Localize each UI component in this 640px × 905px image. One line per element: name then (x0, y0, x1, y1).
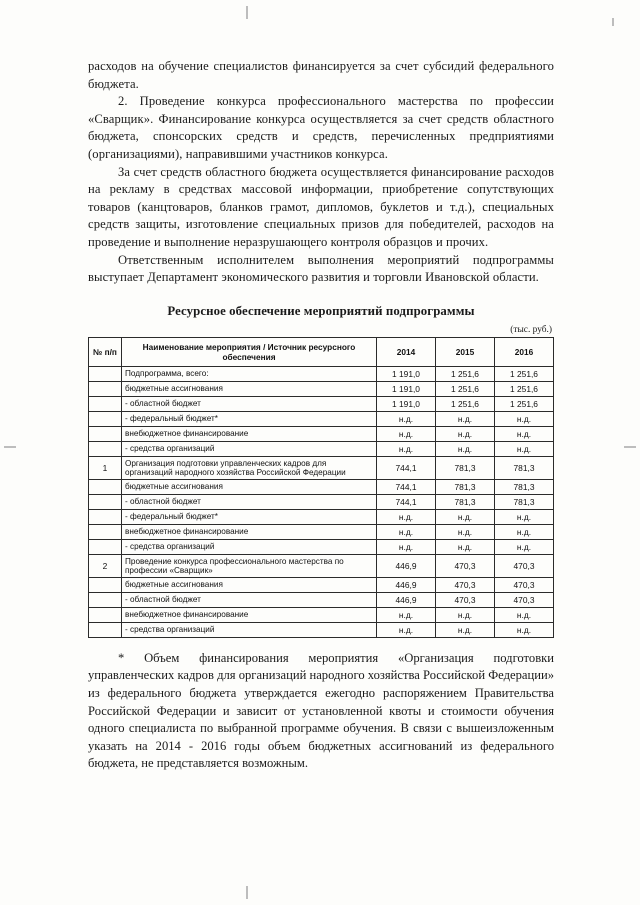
cell-y2014: н.д. (377, 524, 436, 539)
cell-y2016: 1 251,6 (495, 381, 554, 396)
cell-name: Проведение конкурса профессионального мастерства по профессии «Сварщик» (122, 554, 377, 577)
cell-name: внебюджетное финансирование (122, 426, 377, 441)
cell-y2014: 1 191,0 (377, 366, 436, 381)
table-row (89, 456, 554, 479)
table-row (89, 426, 554, 441)
cell-num (89, 441, 122, 456)
cell-y2014: н.д. (377, 411, 436, 426)
cell-y2016: н.д. (495, 441, 554, 456)
cell-y2014: 744,1 (377, 456, 436, 479)
scan-edge-mark-top (246, 6, 248, 19)
cell-y2014: н.д. (377, 607, 436, 622)
cell-y2014: 744,1 (377, 479, 436, 494)
cell-num (89, 577, 122, 592)
paragraph-3: За счет средств областного бюджета осуществляется финансирование расходов на рекламу в средствах массовой информации, приобретение сопутствующих товаров (канцтоваров, бланков грамот, дипломов, буклетов и т.д.), специальных средств защиты, изготовление специальных призов для победителей, расходов на проведение и выполнение неразрушающего контроля образцов и прочих. (88, 164, 554, 249)
cell-y2015: 470,3 (436, 592, 495, 607)
table-body (89, 366, 554, 637)
cell-y2014: н.д. (377, 426, 436, 441)
table-row (89, 607, 554, 622)
scan-edge-mark-left (4, 446, 16, 448)
cell-y2016: н.д. (495, 411, 554, 426)
cell-name: - средства организаций (122, 539, 377, 554)
cell-y2015: 470,3 (436, 554, 495, 577)
cell-y2015: 781,3 (436, 494, 495, 509)
cell-y2016: 470,3 (495, 577, 554, 592)
table-units-label: (тыс. руб.) (510, 324, 552, 335)
cell-y2016: 1 251,6 (495, 366, 554, 381)
table-row (89, 554, 554, 577)
table-row (89, 622, 554, 637)
scan-edge-mark-corner (612, 18, 614, 26)
cell-y2016: н.д. (495, 426, 554, 441)
cell-name: - федеральный бюджет* (122, 509, 377, 524)
cell-y2016: 781,3 (495, 494, 554, 509)
table-row (89, 524, 554, 539)
cell-y2016: 1 251,6 (495, 396, 554, 411)
cell-num (89, 607, 122, 622)
cell-name: - средства организаций (122, 622, 377, 637)
header-num: № п/п (89, 337, 122, 366)
cell-name: - областной бюджет (122, 592, 377, 607)
cell-name: внебюджетное финансирование (122, 607, 377, 622)
table-row (89, 441, 554, 456)
cell-y2016: 781,3 (495, 479, 554, 494)
cell-name: бюджетные ассигнования (122, 577, 377, 592)
cell-y2015: н.д. (436, 539, 495, 554)
cell-y2015: 781,3 (436, 479, 495, 494)
cell-y2014: н.д. (377, 622, 436, 637)
cell-y2015: 470,3 (436, 577, 495, 592)
cell-name: бюджетные ассигнования (122, 381, 377, 396)
cell-y2015: н.д. (436, 411, 495, 426)
cell-num (89, 509, 122, 524)
table-row (89, 509, 554, 524)
scan-edge-mark-bottom (246, 886, 248, 899)
cell-y2016: 781,3 (495, 456, 554, 479)
cell-y2016: н.д. (495, 539, 554, 554)
resource-provision-table (88, 337, 554, 638)
cell-y2016: н.д. (495, 607, 554, 622)
cell-num (89, 622, 122, 637)
cell-name: Подпрограмма, всего: (122, 366, 377, 381)
cell-name: Организация подготовки управленческих кадров для организаций народного хозяйства Российской Федерации (122, 456, 377, 479)
paragraph-1: расходов на обучение специалистов финансируется за счет субсидий федерального бюджета. (88, 59, 554, 91)
cell-name: бюджетные ассигнования (122, 479, 377, 494)
cell-num: 1 (89, 456, 122, 479)
scan-edge-mark-right (624, 446, 636, 448)
cell-y2014: н.д. (377, 539, 436, 554)
table-row (89, 366, 554, 381)
header-2014: 2014 (377, 337, 436, 366)
cell-name: - средства организаций (122, 441, 377, 456)
cell-y2015: 781,3 (436, 456, 495, 479)
cell-y2015: 1 251,6 (436, 366, 495, 381)
header-name: Наименование мероприятия / Источник ресурсного обеспечения (122, 337, 377, 366)
cell-num (89, 381, 122, 396)
cell-y2014: 446,9 (377, 577, 436, 592)
cell-y2014: н.д. (377, 509, 436, 524)
cell-y2016: 470,3 (495, 592, 554, 607)
header-2016: 2016 (495, 337, 554, 366)
table-row (89, 479, 554, 494)
cell-name: - областной бюджет (122, 396, 377, 411)
cell-y2014: 446,9 (377, 554, 436, 577)
table-row (89, 396, 554, 411)
cell-num: 2 (89, 554, 122, 577)
cell-num (89, 396, 122, 411)
table-header-row (89, 337, 554, 366)
table-title: Ресурсное обеспечение мероприятий подпрограммы (167, 303, 475, 318)
cell-name: внебюджетное финансирование (122, 524, 377, 539)
cell-y2016: н.д. (495, 509, 554, 524)
cell-y2015: н.д. (436, 524, 495, 539)
cell-y2016: н.д. (495, 622, 554, 637)
footnote: * Объем финансирования мероприятия «Организация подготовки управленческих кадров для организаций народного хозяйства Российской Федерации» из федерального бюджета утверждается ежегодно распоряжением Правительства Российской Федерации и зависит от установленной квоты и стоимости обучения одного специалиста по выбранной программе обучения. В связи с вышеизложенным указать на 2014 - 2016 годы объем бюджетных ассигнований из федерального бюджета, не представляется возможным. (88, 650, 554, 771)
cell-name: - федеральный бюджет* (122, 411, 377, 426)
table-row (89, 592, 554, 607)
cell-num (89, 592, 122, 607)
cell-num (89, 539, 122, 554)
cell-y2016: н.д. (495, 524, 554, 539)
cell-y2015: 1 251,6 (436, 396, 495, 411)
cell-num (89, 494, 122, 509)
cell-y2015: н.д. (436, 622, 495, 637)
cell-y2014: 744,1 (377, 494, 436, 509)
cell-y2016: 470,3 (495, 554, 554, 577)
cell-y2015: н.д. (436, 441, 495, 456)
cell-y2014: 1 191,0 (377, 381, 436, 396)
document-content (88, 58, 554, 785)
table-row (89, 577, 554, 592)
cell-y2014: н.д. (377, 441, 436, 456)
cell-num (89, 479, 122, 494)
table-row (89, 411, 554, 426)
cell-num (89, 524, 122, 539)
table-row (89, 381, 554, 396)
cell-name: - областной бюджет (122, 494, 377, 509)
cell-y2015: 1 251,6 (436, 381, 495, 396)
cell-y2015: н.д. (436, 509, 495, 524)
cell-y2015: н.д. (436, 607, 495, 622)
cell-num (89, 426, 122, 441)
paragraph-4: Ответственным исполнителем выполнения мероприятий подпрограммы выступает Департамент экономического развития и торговли Ивановской области. (88, 252, 554, 285)
header-2015: 2015 (436, 337, 495, 366)
table-row (89, 494, 554, 509)
cell-y2014: 1 191,0 (377, 396, 436, 411)
table-row (89, 539, 554, 554)
cell-y2015: н.д. (436, 426, 495, 441)
cell-y2014: 446,9 (377, 592, 436, 607)
cell-num (89, 411, 122, 426)
cell-num (89, 366, 122, 381)
paragraph-2: 2. Проведение конкурса профессионального мастерства по профессии «Сварщик». Финансирование конкурса осуществляется за счет средств областного бюджета, спонсорских средств и средств, перечисленных предприятиями (организациями), направившими участников конкурса. (88, 94, 554, 161)
